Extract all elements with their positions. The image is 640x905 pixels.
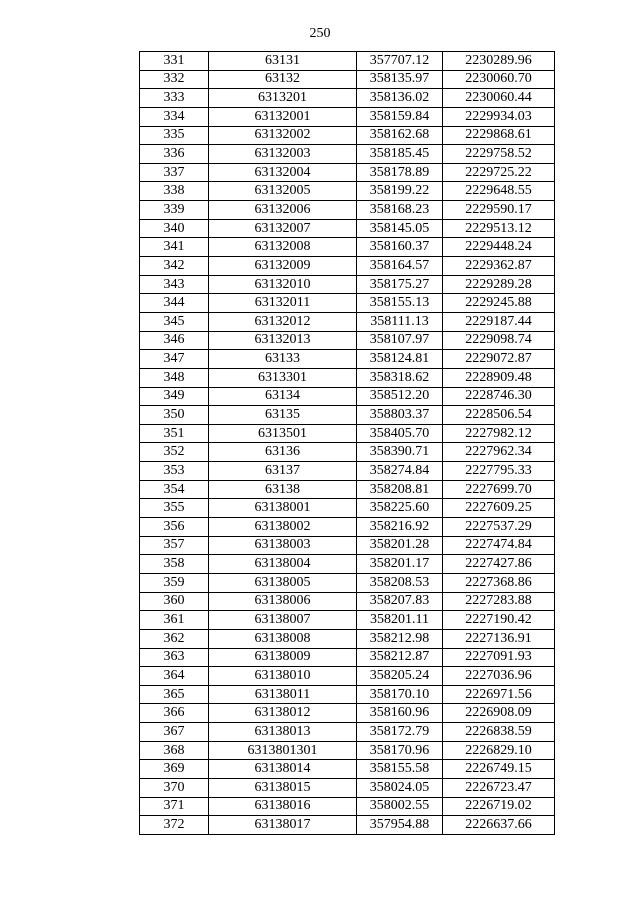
y-coordinate-cell: 2226749.15 bbox=[443, 760, 555, 779]
y-coordinate-cell: 2230060.44 bbox=[443, 89, 555, 108]
table-row bbox=[140, 312, 555, 331]
table-row bbox=[140, 406, 555, 425]
row-number-cell: 358 bbox=[140, 555, 209, 574]
row-number-cell: 337 bbox=[140, 163, 209, 182]
point-id-cell: 63138007 bbox=[209, 611, 357, 630]
y-coordinate-cell: 2229448.24 bbox=[443, 238, 555, 257]
x-coordinate-cell: 358155.58 bbox=[357, 760, 443, 779]
table-row bbox=[140, 89, 555, 108]
row-number-cell: 359 bbox=[140, 573, 209, 592]
x-coordinate-cell: 358205.24 bbox=[357, 667, 443, 686]
x-coordinate-cell: 358159.84 bbox=[357, 107, 443, 126]
row-number-cell: 370 bbox=[140, 778, 209, 797]
y-coordinate-cell: 2227283.88 bbox=[443, 592, 555, 611]
x-coordinate-cell: 358803.37 bbox=[357, 406, 443, 425]
table-row bbox=[140, 667, 555, 686]
row-number-cell: 363 bbox=[140, 648, 209, 667]
point-id-cell: 63132008 bbox=[209, 238, 357, 257]
point-id-cell: 63138015 bbox=[209, 778, 357, 797]
table-row bbox=[140, 70, 555, 89]
row-number-cell: 342 bbox=[140, 257, 209, 276]
x-coordinate-cell: 358155.13 bbox=[357, 294, 443, 313]
y-coordinate-cell: 2230060.70 bbox=[443, 70, 555, 89]
x-coordinate-cell: 357954.88 bbox=[357, 816, 443, 835]
row-number-cell: 343 bbox=[140, 275, 209, 294]
y-coordinate-cell: 2227537.29 bbox=[443, 518, 555, 537]
x-coordinate-cell: 358274.84 bbox=[357, 462, 443, 481]
table-row bbox=[140, 555, 555, 574]
point-id-cell: 6313201 bbox=[209, 89, 357, 108]
table-row bbox=[140, 107, 555, 126]
point-id-cell: 63138004 bbox=[209, 555, 357, 574]
table-row bbox=[140, 648, 555, 667]
table-row bbox=[140, 331, 555, 350]
y-coordinate-cell: 2228909.48 bbox=[443, 368, 555, 387]
y-coordinate-cell: 2229362.87 bbox=[443, 257, 555, 276]
table-row bbox=[140, 126, 555, 145]
x-coordinate-cell: 358212.87 bbox=[357, 648, 443, 667]
x-coordinate-cell: 358170.96 bbox=[357, 741, 443, 760]
x-coordinate-cell: 358185.45 bbox=[357, 145, 443, 164]
table-row bbox=[140, 350, 555, 369]
table-row bbox=[140, 145, 555, 164]
y-coordinate-cell: 2227699.70 bbox=[443, 480, 555, 499]
table-row bbox=[140, 518, 555, 537]
point-id-cell: 63138011 bbox=[209, 685, 357, 704]
y-coordinate-cell: 2227036.96 bbox=[443, 667, 555, 686]
row-number-cell: 365 bbox=[140, 685, 209, 704]
point-id-cell: 63138008 bbox=[209, 629, 357, 648]
x-coordinate-cell: 358164.57 bbox=[357, 257, 443, 276]
y-coordinate-cell: 2229868.61 bbox=[443, 126, 555, 145]
row-number-cell: 347 bbox=[140, 350, 209, 369]
y-coordinate-cell: 2229934.03 bbox=[443, 107, 555, 126]
point-id-cell: 6313301 bbox=[209, 368, 357, 387]
x-coordinate-cell: 358145.05 bbox=[357, 219, 443, 238]
x-coordinate-cell: 358225.60 bbox=[357, 499, 443, 518]
x-coordinate-cell: 358168.23 bbox=[357, 201, 443, 220]
table-row bbox=[140, 741, 555, 760]
point-id-cell: 63138013 bbox=[209, 723, 357, 742]
y-coordinate-cell: 2229245.88 bbox=[443, 294, 555, 313]
row-number-cell: 350 bbox=[140, 406, 209, 425]
row-number-cell: 352 bbox=[140, 443, 209, 462]
point-id-cell: 63137 bbox=[209, 462, 357, 481]
x-coordinate-cell: 358199.22 bbox=[357, 182, 443, 201]
table-row bbox=[140, 275, 555, 294]
y-coordinate-cell: 2229072.87 bbox=[443, 350, 555, 369]
table-row bbox=[140, 685, 555, 704]
table-row bbox=[140, 723, 555, 742]
point-id-cell: 63132007 bbox=[209, 219, 357, 238]
row-number-cell: 336 bbox=[140, 145, 209, 164]
point-id-cell: 63138002 bbox=[209, 518, 357, 537]
y-coordinate-cell: 2229758.52 bbox=[443, 145, 555, 164]
row-number-cell: 333 bbox=[140, 89, 209, 108]
row-number-cell: 346 bbox=[140, 331, 209, 350]
row-number-cell: 335 bbox=[140, 126, 209, 145]
table-row bbox=[140, 816, 555, 835]
point-id-cell: 63138001 bbox=[209, 499, 357, 518]
x-coordinate-cell: 358162.68 bbox=[357, 126, 443, 145]
table-row bbox=[140, 760, 555, 779]
x-coordinate-cell: 358178.89 bbox=[357, 163, 443, 182]
y-coordinate-cell: 2227795.33 bbox=[443, 462, 555, 481]
point-id-cell: 63132012 bbox=[209, 312, 357, 331]
row-number-cell: 361 bbox=[140, 611, 209, 630]
row-number-cell: 345 bbox=[140, 312, 209, 331]
y-coordinate-cell: 2229513.12 bbox=[443, 219, 555, 238]
table-row bbox=[140, 424, 555, 443]
x-coordinate-cell: 358212.98 bbox=[357, 629, 443, 648]
table-row bbox=[140, 201, 555, 220]
y-coordinate-cell: 2227474.84 bbox=[443, 536, 555, 555]
y-coordinate-cell: 2228746.30 bbox=[443, 387, 555, 406]
y-coordinate-cell: 2226838.59 bbox=[443, 723, 555, 742]
table-body bbox=[140, 52, 555, 835]
x-coordinate-cell: 358136.02 bbox=[357, 89, 443, 108]
y-coordinate-cell: 2227091.93 bbox=[443, 648, 555, 667]
y-coordinate-cell: 2229725.22 bbox=[443, 163, 555, 182]
point-id-cell: 63138006 bbox=[209, 592, 357, 611]
y-coordinate-cell: 2226908.09 bbox=[443, 704, 555, 723]
table-row bbox=[140, 797, 555, 816]
row-number-cell: 371 bbox=[140, 797, 209, 816]
y-coordinate-cell: 2226637.66 bbox=[443, 816, 555, 835]
table-row bbox=[140, 163, 555, 182]
x-coordinate-cell: 358512.20 bbox=[357, 387, 443, 406]
row-number-cell: 338 bbox=[140, 182, 209, 201]
coordinates-table bbox=[139, 51, 555, 835]
x-coordinate-cell: 358216.92 bbox=[357, 518, 443, 537]
row-number-cell: 341 bbox=[140, 238, 209, 257]
row-number-cell: 344 bbox=[140, 294, 209, 313]
table-row bbox=[140, 480, 555, 499]
point-id-cell: 63132001 bbox=[209, 107, 357, 126]
point-id-cell: 63138003 bbox=[209, 536, 357, 555]
row-number-cell: 364 bbox=[140, 667, 209, 686]
point-id-cell: 63132011 bbox=[209, 294, 357, 313]
row-number-cell: 354 bbox=[140, 480, 209, 499]
y-coordinate-cell: 2229187.44 bbox=[443, 312, 555, 331]
point-id-cell: 63138010 bbox=[209, 667, 357, 686]
y-coordinate-cell: 2227190.42 bbox=[443, 611, 555, 630]
point-id-cell: 6313501 bbox=[209, 424, 357, 443]
table-row bbox=[140, 443, 555, 462]
point-id-cell: 63132005 bbox=[209, 182, 357, 201]
point-id-cell: 63132009 bbox=[209, 257, 357, 276]
row-number-cell: 368 bbox=[140, 741, 209, 760]
x-coordinate-cell: 358405.70 bbox=[357, 424, 443, 443]
table-row bbox=[140, 219, 555, 238]
page-number: 250 bbox=[309, 26, 331, 41]
point-id-cell: 63132013 bbox=[209, 331, 357, 350]
table-row bbox=[140, 368, 555, 387]
x-coordinate-cell: 358172.79 bbox=[357, 723, 443, 742]
y-coordinate-cell: 2229098.74 bbox=[443, 331, 555, 350]
row-number-cell: 362 bbox=[140, 629, 209, 648]
x-coordinate-cell: 358208.81 bbox=[357, 480, 443, 499]
x-coordinate-cell: 358201.28 bbox=[357, 536, 443, 555]
x-coordinate-cell: 358160.96 bbox=[357, 704, 443, 723]
y-coordinate-cell: 2228506.54 bbox=[443, 406, 555, 425]
x-coordinate-cell: 358318.62 bbox=[357, 368, 443, 387]
table-row bbox=[140, 52, 555, 71]
point-id-cell: 63132 bbox=[209, 70, 357, 89]
table-row bbox=[140, 499, 555, 518]
y-coordinate-cell: 2229590.17 bbox=[443, 201, 555, 220]
point-id-cell: 63138005 bbox=[209, 573, 357, 592]
row-number-cell: 348 bbox=[140, 368, 209, 387]
table-row bbox=[140, 257, 555, 276]
point-id-cell: 63133 bbox=[209, 350, 357, 369]
point-id-cell: 63138009 bbox=[209, 648, 357, 667]
x-coordinate-cell: 358124.81 bbox=[357, 350, 443, 369]
y-coordinate-cell: 2227368.86 bbox=[443, 573, 555, 592]
point-id-cell: 63136 bbox=[209, 443, 357, 462]
row-number-cell: 349 bbox=[140, 387, 209, 406]
table-row bbox=[140, 462, 555, 481]
row-number-cell: 340 bbox=[140, 219, 209, 238]
row-number-cell: 369 bbox=[140, 760, 209, 779]
row-number-cell: 357 bbox=[140, 536, 209, 555]
point-id-cell: 63134 bbox=[209, 387, 357, 406]
point-id-cell: 63138016 bbox=[209, 797, 357, 816]
row-number-cell: 355 bbox=[140, 499, 209, 518]
row-number-cell: 334 bbox=[140, 107, 209, 126]
x-coordinate-cell: 358175.27 bbox=[357, 275, 443, 294]
row-number-cell: 360 bbox=[140, 592, 209, 611]
x-coordinate-cell: 357707.12 bbox=[357, 52, 443, 71]
row-number-cell: 367 bbox=[140, 723, 209, 742]
y-coordinate-cell: 2226719.02 bbox=[443, 797, 555, 816]
table-row bbox=[140, 536, 555, 555]
y-coordinate-cell: 2227427.86 bbox=[443, 555, 555, 574]
table-row bbox=[140, 629, 555, 648]
row-number-cell: 332 bbox=[140, 70, 209, 89]
y-coordinate-cell: 2230289.96 bbox=[443, 52, 555, 71]
x-coordinate-cell: 358170.10 bbox=[357, 685, 443, 704]
row-number-cell: 366 bbox=[140, 704, 209, 723]
table-row bbox=[140, 611, 555, 630]
point-id-cell: 63132006 bbox=[209, 201, 357, 220]
row-number-cell: 331 bbox=[140, 52, 209, 71]
point-id-cell: 63138017 bbox=[209, 816, 357, 835]
row-number-cell: 356 bbox=[140, 518, 209, 537]
x-coordinate-cell: 358201.17 bbox=[357, 555, 443, 574]
row-number-cell: 351 bbox=[140, 424, 209, 443]
table-row bbox=[140, 294, 555, 313]
table-row bbox=[140, 182, 555, 201]
x-coordinate-cell: 358201.11 bbox=[357, 611, 443, 630]
y-coordinate-cell: 2226723.47 bbox=[443, 778, 555, 797]
x-coordinate-cell: 358024.05 bbox=[357, 778, 443, 797]
table-row bbox=[140, 573, 555, 592]
x-coordinate-cell: 358002.55 bbox=[357, 797, 443, 816]
y-coordinate-cell: 2229289.28 bbox=[443, 275, 555, 294]
table-row bbox=[140, 592, 555, 611]
x-coordinate-cell: 358207.83 bbox=[357, 592, 443, 611]
row-number-cell: 353 bbox=[140, 462, 209, 481]
y-coordinate-cell: 2226829.10 bbox=[443, 741, 555, 760]
point-id-cell: 63131 bbox=[209, 52, 357, 71]
row-number-cell: 372 bbox=[140, 816, 209, 835]
point-id-cell: 6313801301 bbox=[209, 741, 357, 760]
point-id-cell: 63135 bbox=[209, 406, 357, 425]
point-id-cell: 63138014 bbox=[209, 760, 357, 779]
x-coordinate-cell: 358160.37 bbox=[357, 238, 443, 257]
point-id-cell: 63138012 bbox=[209, 704, 357, 723]
y-coordinate-cell: 2226971.56 bbox=[443, 685, 555, 704]
point-id-cell: 63132003 bbox=[209, 145, 357, 164]
y-coordinate-cell: 2227136.91 bbox=[443, 629, 555, 648]
point-id-cell: 63138 bbox=[209, 480, 357, 499]
point-id-cell: 63132010 bbox=[209, 275, 357, 294]
table-row bbox=[140, 238, 555, 257]
table-row bbox=[140, 778, 555, 797]
y-coordinate-cell: 2229648.55 bbox=[443, 182, 555, 201]
point-id-cell: 63132004 bbox=[209, 163, 357, 182]
table-row bbox=[140, 704, 555, 723]
x-coordinate-cell: 358111.13 bbox=[357, 312, 443, 331]
x-coordinate-cell: 358390.71 bbox=[357, 443, 443, 462]
row-number-cell: 339 bbox=[140, 201, 209, 220]
y-coordinate-cell: 2227962.34 bbox=[443, 443, 555, 462]
table-row bbox=[140, 387, 555, 406]
y-coordinate-cell: 2227609.25 bbox=[443, 499, 555, 518]
point-id-cell: 63132002 bbox=[209, 126, 357, 145]
x-coordinate-cell: 358107.97 bbox=[357, 331, 443, 350]
x-coordinate-cell: 358208.53 bbox=[357, 573, 443, 592]
x-coordinate-cell: 358135.97 bbox=[357, 70, 443, 89]
y-coordinate-cell: 2227982.12 bbox=[443, 424, 555, 443]
